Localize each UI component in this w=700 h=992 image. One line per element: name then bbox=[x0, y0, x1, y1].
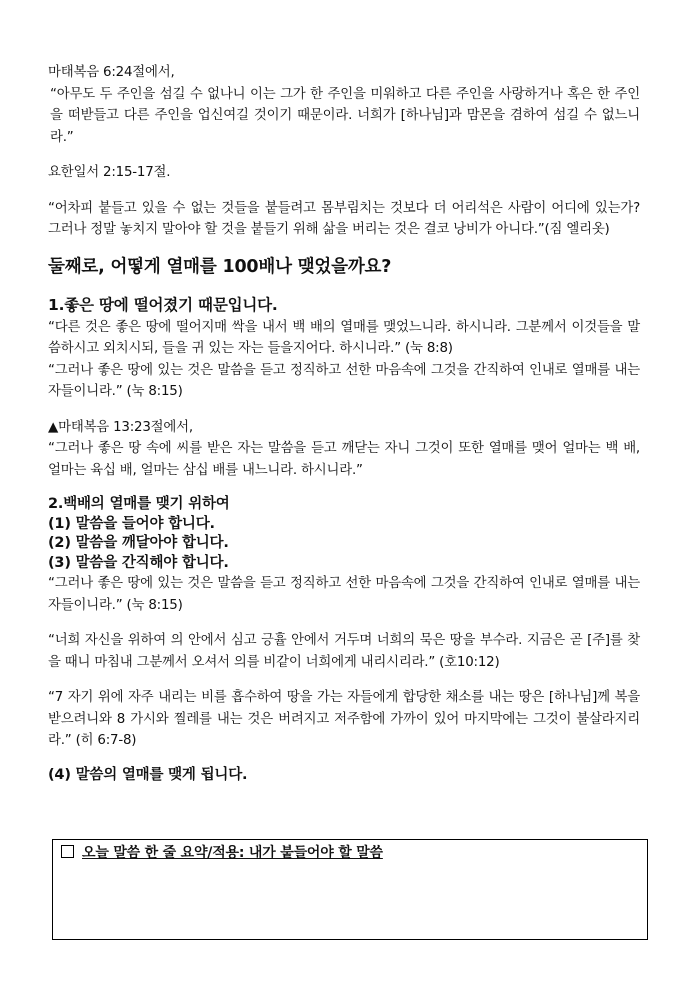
scripture-ref-matthew-13-23: ▲마태복음 13:23절에서, bbox=[48, 419, 193, 435]
step-2: (2) 말씀을 깨달아야 합니다. bbox=[48, 535, 229, 551]
summary-box-title bbox=[61, 842, 383, 862]
scripture-ref-matthew-6-24: 마태복음 6:24절에서, bbox=[48, 65, 175, 80]
summary-box-label: 오늘 말씀 한 줄 요약/적용: 내가 붙들어야 할 말씀 bbox=[82, 845, 383, 861]
subheading-good-soil: 1.좋은 땅에 떨어졌기 때문입니다. bbox=[48, 295, 278, 314]
quote-luke-8-8: “다른 것은 좋은 땅에 떨어지매 싹을 내서 백 배의 열매를 맺었느니라. 하시니라. 그분께서 이것들을 말씀하시고 외치시되, 들을 귀 있는 자는 들을지어다. 하시니라.” (눅 8:8) bbox=[48, 319, 640, 356]
document-body bbox=[48, 62, 640, 785]
step-1: (1) 말씀을 들어야 합니다. bbox=[48, 515, 215, 532]
step-3: (3) 말씀을 간직해야 합니다. bbox=[48, 554, 229, 571]
quote-matthew-13-23: “그러나 좋은 땅 속에 씨를 받은 자는 말씀을 듣고 깨닫는 자니 그것이 또한 열매를 맺어 얼마는 백 배, 얼마는 육십 배, 얼마는 삼십 배를 내느니라. 하시니라.” bbox=[48, 441, 640, 478]
quote-hebrews-6-7-8: “7 자기 위에 자주 내리는 비를 흡수하여 땅을 가는 자들에게 합당한 채소를 내는 땅은 [하나님]께 복을 받으려니와 8 가시와 찔레를 내는 것은 버려지고 저주함에 가까이 있어 마지막에는 그것이 불살라지리라.” (히 6:7-8) bbox=[48, 690, 640, 748]
summary-box[interactable] bbox=[52, 839, 648, 940]
quote-jim-elliot: “어차피 붙들고 있을 수 없는 것들을 붙들려고 몸부림치는 것보다 더 어리석은 사람이 어디에 있는가? 그러나 정말 놓치지 말아야 할 것을 붙들기 위해 삶을 버리는 것은 결코 낭비가 아니다.”(짐 엘리옷) bbox=[48, 200, 640, 237]
scripture-ref-1john-2-15: 요한일서 2:15-17절. bbox=[48, 165, 171, 180]
section-heading-100-fold: 둘째로, 어떻게 열매를 100배나 맺었을까요? bbox=[48, 256, 392, 277]
checkbox-icon[interactable] bbox=[61, 845, 74, 858]
quote-luke-8-15: “그러나 좋은 땅에 있는 것은 말씀을 듣고 정직하고 선한 마음속에 그것을 간직하여 인내로 열매를 내는 자들이니라.” (눅 8:15) bbox=[48, 362, 640, 399]
quote-matthew-6-24: “아무도 두 주인을 섬길 수 없나니 이는 그가 한 주인을 미워하고 다른 주인을 사랑하거나 혹은 한 주인을 떠받들고 다른 주인을 업신여길 것이기 때문이라. 너희가 [하나님]과 맘몬을 겸하여 섬길 수 없느니라.” bbox=[50, 86, 640, 145]
quote-hosea-10-12: “너희 자신을 위하여 의 안에서 심고 긍휼 안에서 거두며 너희의 묵은 땅을 부수라. 지금은 곧 [주]를 찾을 때니 마침내 그분께서 오셔서 의를 비같이 너희에게 내리시리라.” (호10:12) bbox=[48, 633, 640, 670]
quote-luke-8-15-repeat: “그러나 좋은 땅에 있는 것은 말씀을 듣고 정직하고 선한 마음속에 그것을 간직하여 인내로 열매를 내는 자들이니라.” (눅 8:15) bbox=[48, 576, 640, 613]
subheading-100-fold-steps: 2.백배의 열매를 맺기 위하여 bbox=[48, 496, 230, 512]
step-4: (4) 말씀의 열매를 맺게 됩니다. bbox=[48, 766, 248, 783]
